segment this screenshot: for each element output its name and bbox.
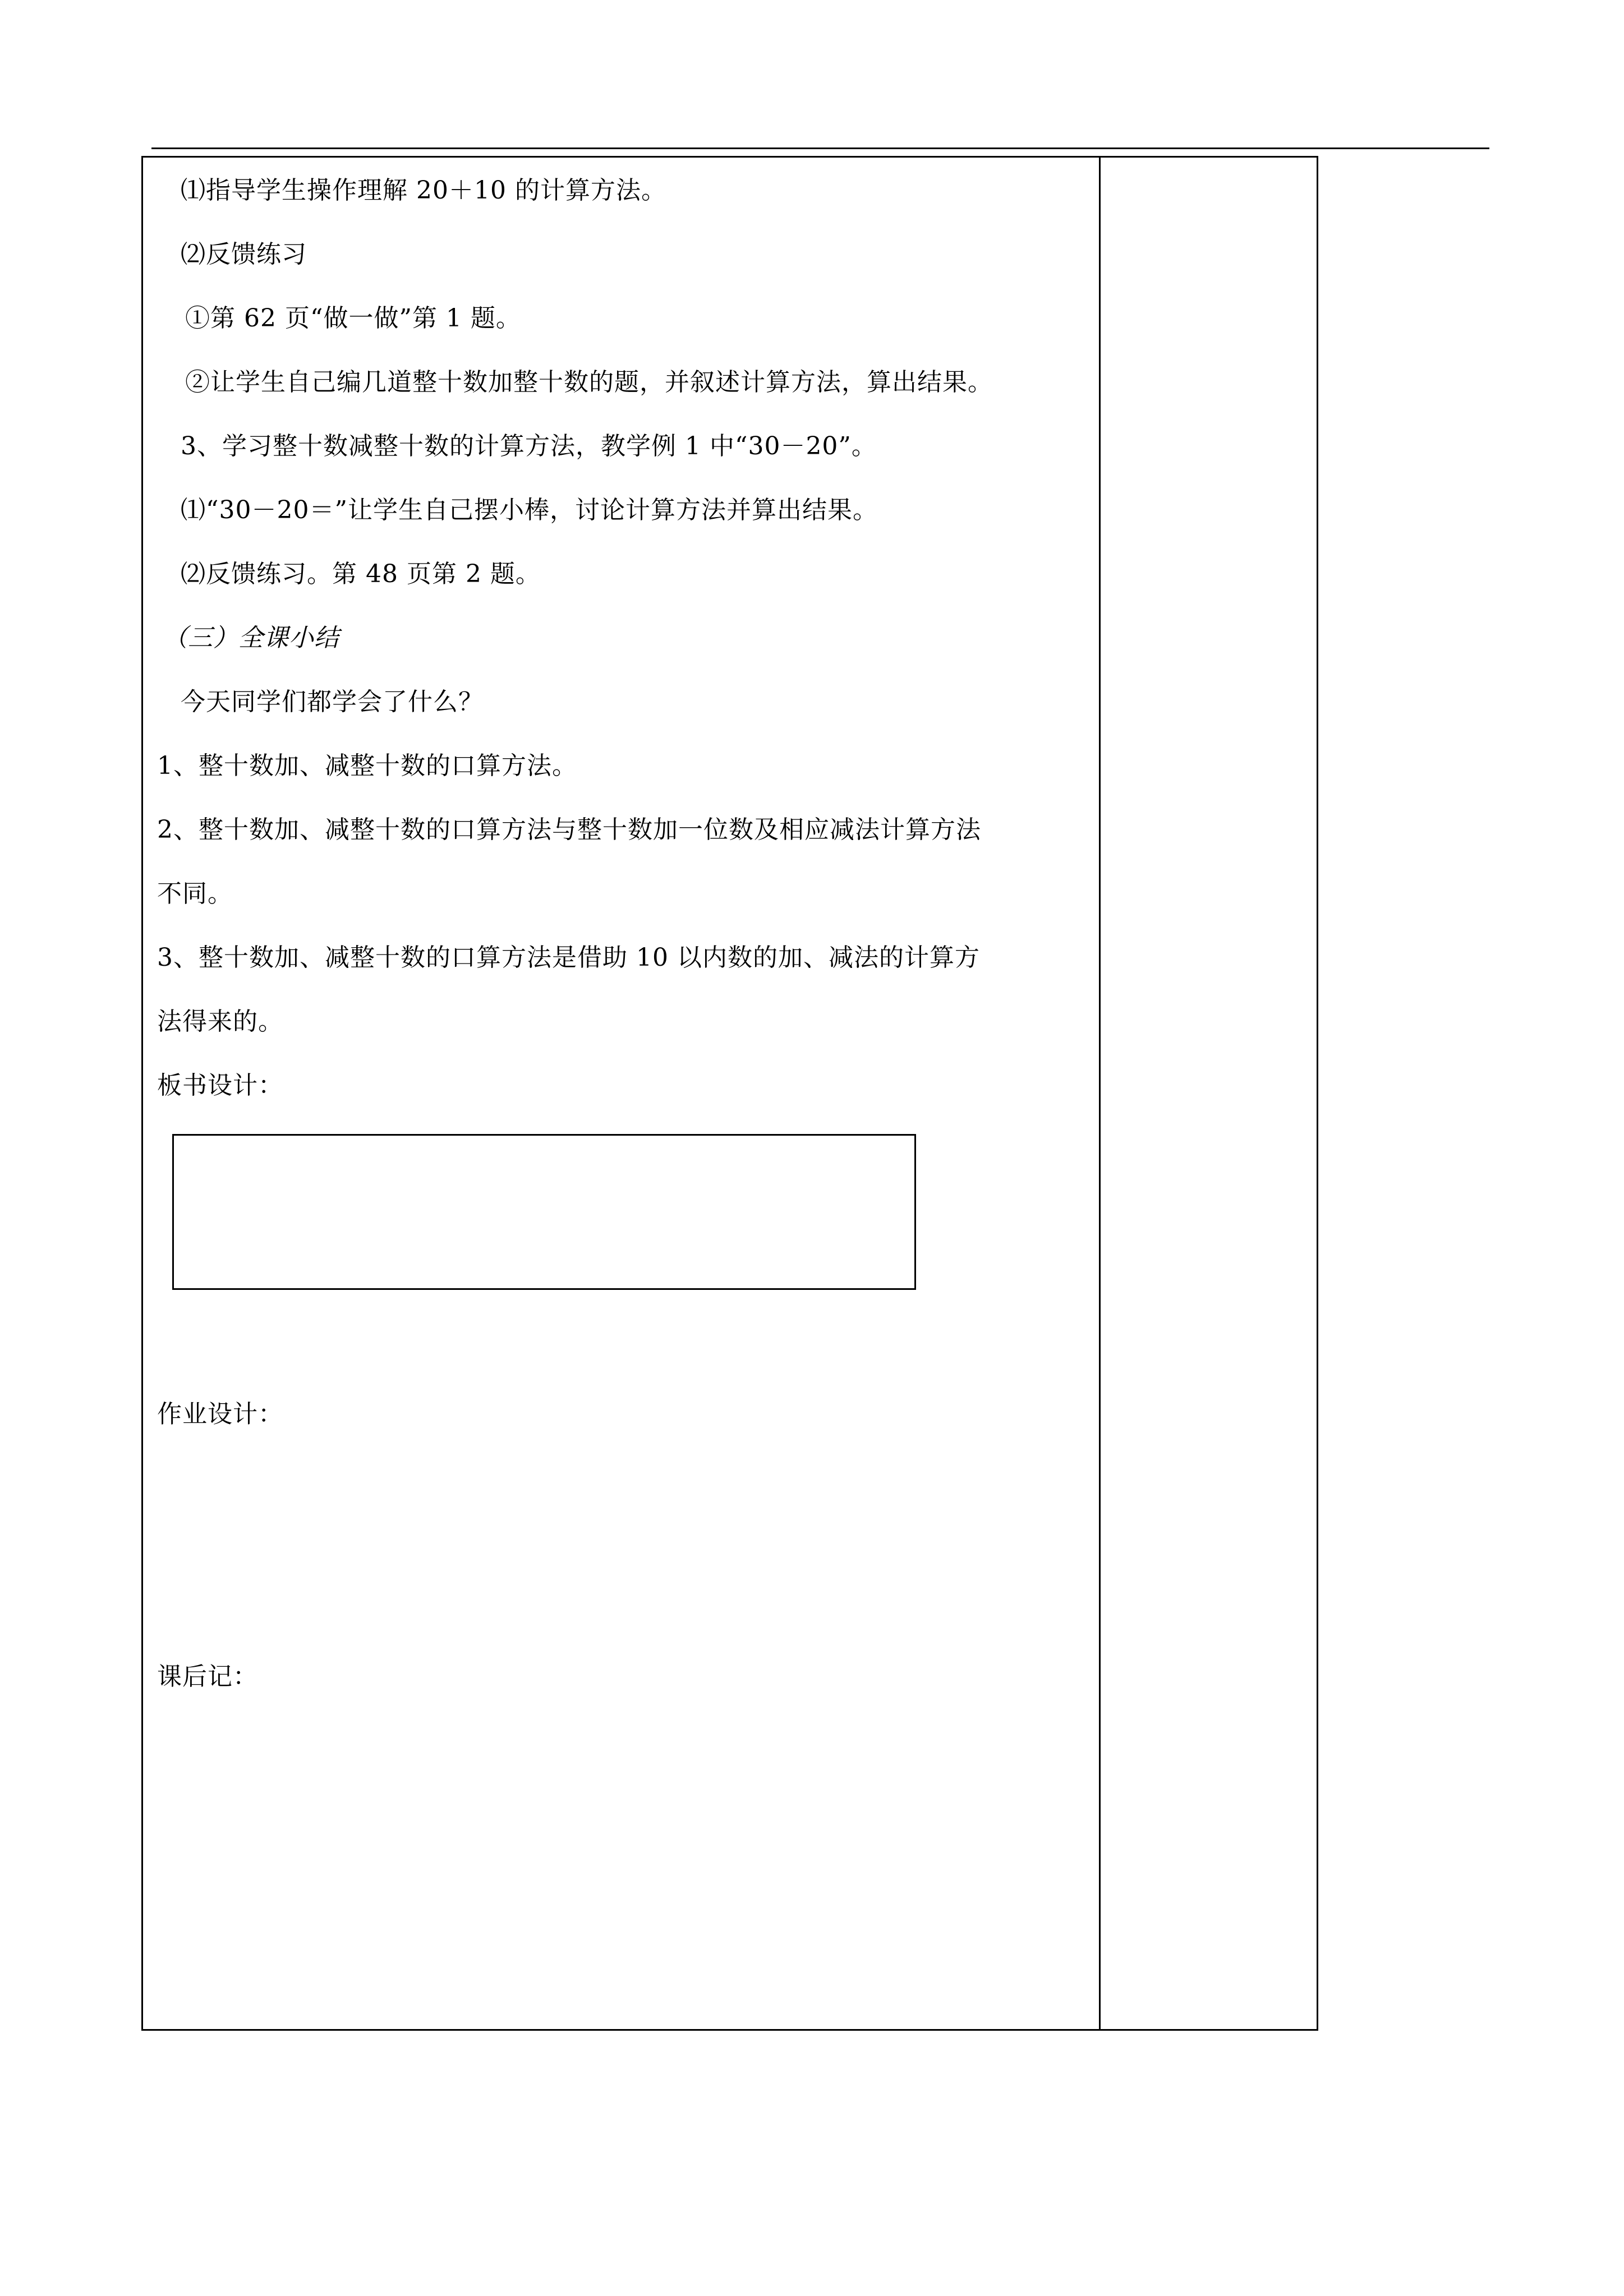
header-rule xyxy=(151,147,1489,149)
board-design-box xyxy=(172,1134,916,1290)
exercise-2: ②让学生自己编几道整十数加整十数的题，并叙述计算方法，算出结果。 xyxy=(185,368,993,397)
homework-label: 作业设计： xyxy=(157,1400,283,1428)
summary-point-2: 2、整十数加、减整十数的口算方法与整十数加一位数及相应减法计算方法 xyxy=(157,815,981,844)
subtraction-step-2: ⑵反馈练习。第 48 页第 2 题。 xyxy=(181,560,541,588)
exercise-1: ①第 62 页“做一做”第 1 题。 xyxy=(185,304,521,333)
summary-point-3: 3、整十数加、减整十数的口算方法是借助 10 以内数的加、减法的计算方 xyxy=(157,943,980,972)
section-3-subtraction: 3、学习整十数减整十数的计算方法，教学例 1 中“30－20”。 xyxy=(181,432,877,460)
board-design-label: 板书设计： xyxy=(157,1071,283,1100)
step-1-operate: ⑴指导学生操作理解 20＋10 的计算方法。 xyxy=(181,176,666,205)
summary-point-1: 1、整十数加、减整十数的口算方法。 xyxy=(157,751,577,780)
summary-point-3-cont: 法得来的。 xyxy=(157,1007,283,1036)
summary-question: 今天同学们都学会了什么？ xyxy=(181,688,484,716)
column-divider xyxy=(1099,156,1101,2031)
summary-point-2-cont: 不同。 xyxy=(157,879,233,908)
post-class-notes-label: 课后记： xyxy=(157,1662,258,1691)
step-2-feedback: ⑵反馈练习 xyxy=(181,240,307,269)
subtraction-step-1: ⑴“30－20＝”让学生自己摆小棒，讨论计算方法并算出结果。 xyxy=(181,496,878,524)
summary-heading: （三）全课小结 xyxy=(163,624,339,652)
